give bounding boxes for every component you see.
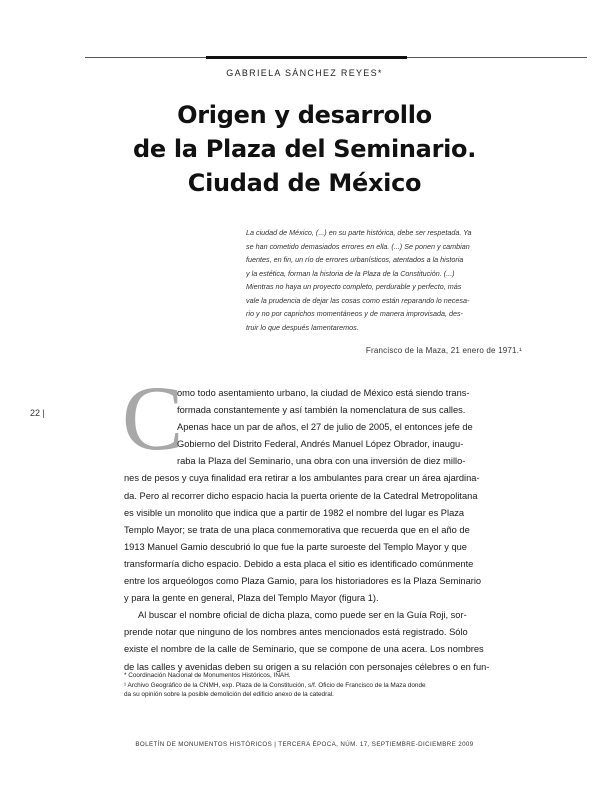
body-line: nes de pesos y cuya finalidad era retirar a los ambulantes para crear un área ajardina- <box>124 473 480 484</box>
footnotes <box>124 671 524 700</box>
body-line: Gobierno del Distrito Federal, Andrés Manuel López Obrador, inaugu- <box>177 439 464 450</box>
body-line: da. Pero al recorrer dicho espacio hacia la puerta oriente de la Catedral Metropolitana <box>124 490 478 501</box>
drop-cap: C <box>122 367 184 469</box>
body-line: formada constantemente y así también la nomenclatura de sus calles. <box>177 405 466 416</box>
title-line: de la Plaza del Seminario. <box>132 135 477 163</box>
article-title <box>0 98 609 200</box>
epigraph-line: Mientras no haya un proyecto completo, perdurable y perfecto, más <box>246 282 462 291</box>
epigraph-line: se han cometido demasiados errores en ella. (...) Se ponen y cambian <box>246 241 470 251</box>
footnote: da su opinión sobre la posible demolición del edificio anexo de la catedral. <box>124 691 334 698</box>
body-line: 1913 Manuel Gamio descubrió lo que fue la parte suroeste del Templo Mayor y que <box>124 541 467 552</box>
article-body <box>124 385 520 676</box>
epigraph-line: truir lo que después lamentaremos. <box>246 322 359 332</box>
title-line: Origen y desarrollo <box>177 101 432 129</box>
body-line: Templo Mayor; se trata de una placa conmemorativa que recuerda que en el año de <box>124 524 470 535</box>
epigraph-line: fuentes, en fin, un río de errores urbanísticos, atentados a la historia <box>246 255 464 264</box>
running-footer: BOLETÍN DE MONUMENTOS HISTÓRICOS | TERCERA ÉPOCA, NÚM. 17, SEPTIEMBRE-DICIEMBRE 2009 <box>135 741 474 748</box>
title-line: Ciudad de México <box>187 169 422 197</box>
epigraph-line: y la estética, forman la historia de la Plaza de la Constitución. (...) <box>246 268 455 278</box>
epigraph-line: La ciudad de México, (...) en su parte histórica, debe ser respetada. Ya <box>246 228 472 237</box>
body-line: raba la Plaza del Seminario, una obra con una inversión de diez millo- <box>177 456 466 467</box>
body-line: es visible un monolito que indica que a partir de 1982 el nombre del lugar es Plaza <box>124 507 465 518</box>
epigraph-line: vale la prudencia de dejar las cosas como están reparando lo necesa- <box>246 295 470 305</box>
body-line: Apenas hace un par de años, el 27 de julio de 2005, el entonces jefe de <box>177 422 473 433</box>
body-line: de las calles y avenidas deben su origen a su relación con personajes célebres o en fun- <box>124 661 490 672</box>
epigraph <box>246 226 520 334</box>
page-number: 22 | <box>30 408 45 418</box>
epigraph-line: rio y no por caprichos momentáneos y de manera improvisada, des- <box>246 309 463 318</box>
body-line: y para la gente en general, Plaza del Templo Mayor (figura 1). <box>124 593 379 604</box>
body-line: existe el nombre de la calle de Seminario, que se compone de una acera. Los nombres <box>124 644 484 655</box>
author-name: GABRIELA SÁNCHEZ REYES* <box>226 68 383 78</box>
body-line: omo todo asentamiento urbano, la ciudad de México está siendo trans- <box>177 388 470 398</box>
body-line: transformaría dicho espacio. Debido a esta placa el sitio es identificado comúnmente <box>124 558 474 569</box>
footnote: ¹ Archivo Geográfico de la CNMH, exp. Plaza de la Constitución, s/f. Oficio de Francisco de la Maza donde <box>124 681 426 689</box>
header-rule-accent <box>206 56 407 59</box>
footnote: * Coordinación Nacional de Monumentos Históricos, INAH. <box>124 672 291 679</box>
body-line: prende notar que ninguno de los nombres antes mencionados está registrado. Sólo <box>124 627 468 638</box>
body-line: Al buscar el nombre oficial de dicha plaza, como puede ser en la Guía Roji, sor- <box>138 610 467 621</box>
epigraph-attribution: Francisco de la Maza, 21 enero de 1971.¹ <box>365 346 522 355</box>
body-line: entre los arqueólogos como Plaza Gamio, para los historiadores es la Plaza Seminario <box>124 576 482 587</box>
